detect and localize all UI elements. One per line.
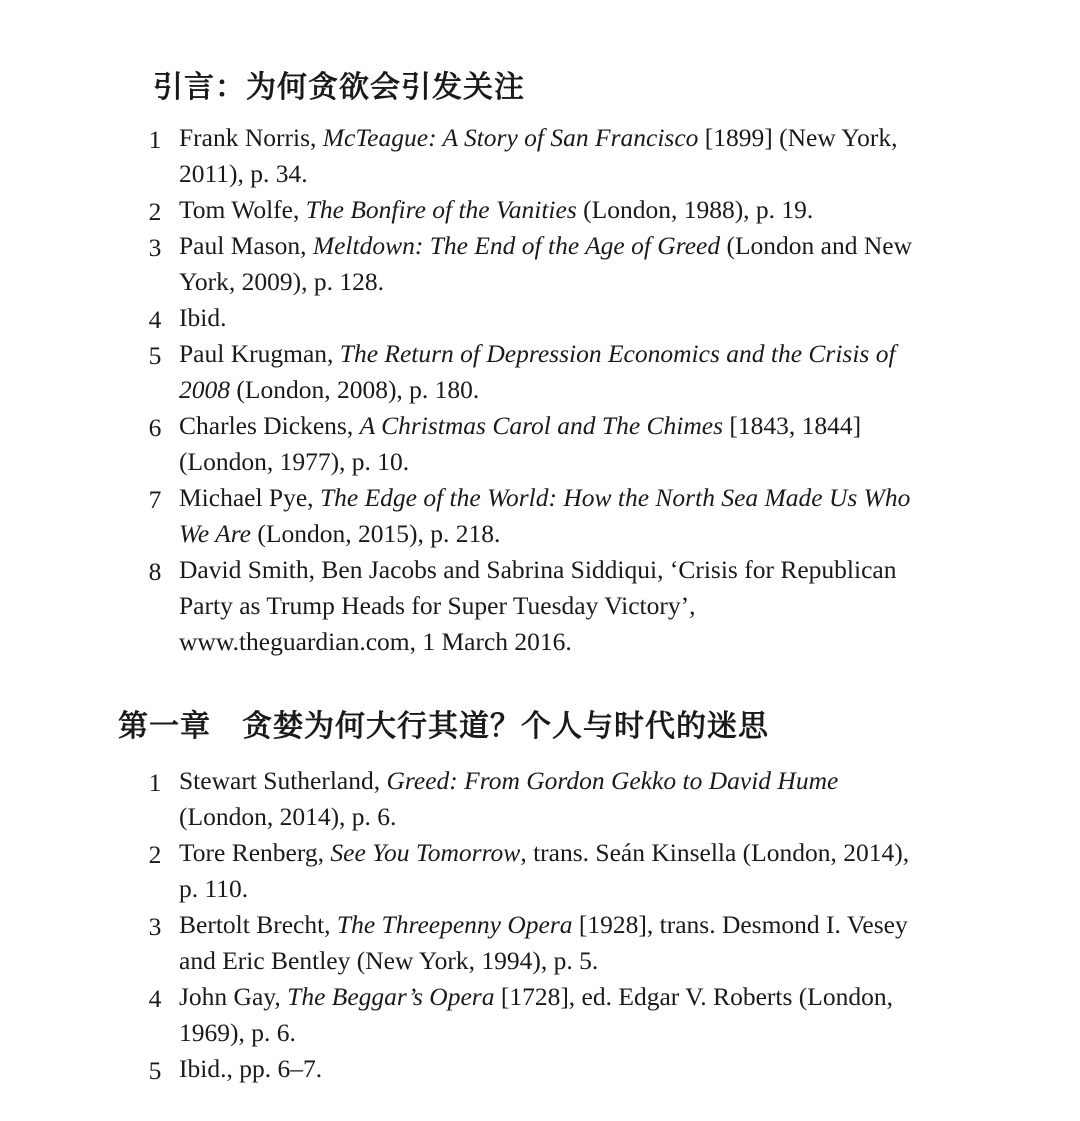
note-title: See You Tomorrow (330, 838, 521, 867)
note-number: 7 (148, 485, 162, 514)
note-title: The Return of Depression Economics and the Crisis of 2008 (179, 339, 896, 404)
note-number: 4 (148, 984, 162, 1013)
note-title: The Threepenny Opera (336, 910, 573, 939)
note-item (0, 480, 919, 552)
note-item (0, 408, 919, 480)
note-title: The Beggar’s Opera (287, 982, 495, 1011)
note-text: , trans. Seán Kinsella (London, 2014), p. 110. (179, 838, 910, 903)
note-item (0, 300, 919, 336)
note-title: The Bonfire of the Vanities (305, 195, 577, 224)
note-text: Paul Krugman, (179, 339, 340, 368)
note-text: [1899] (New York, 2011), p. 34. (179, 123, 898, 188)
note-text: Tom Wolfe, (179, 195, 306, 224)
note-number: 3 (148, 233, 162, 262)
note-item (0, 120, 919, 192)
note-text: [1728], ed. Edgar V. Roberts (London, 1969), p. 6. (179, 982, 893, 1047)
note-number: 2 (148, 840, 162, 869)
note-text: Stewart Sutherland, (179, 766, 387, 795)
note-text: [1928], trans. Desmond I. Vesey and Eric Bentley (New York, 1994), p. 5. (179, 910, 908, 975)
note-item (0, 979, 919, 1051)
note-text: Tore Renberg, (179, 838, 331, 867)
note-text: (London, 1988), p. 19. (576, 195, 814, 224)
note-item (0, 228, 919, 300)
note-number: 1 (148, 125, 162, 154)
note-text: (London, 2008), p. 180. (230, 375, 480, 404)
note-title: The Edge of the World: How the North Sea Made Us Who We Are (179, 483, 911, 548)
note-item (0, 763, 919, 835)
note-item (0, 552, 919, 660)
section-heading-chapter-1: 第一章 贪婪为何大行其道？个人与时代的迷思 (118, 709, 769, 744)
note-text: Ibid. (179, 303, 227, 332)
note-text: Michael Pye, (179, 483, 320, 512)
note-text: David Smith, Ben Jacobs and Sabrina Siddiqui, ‘Crisis for Republican Party as Trump Heads for Super Tuesday Victory’, www.theguardian.com, 1 March 2016. (179, 555, 897, 656)
section-heading-introduction: 引言：为何贪欲会引发关注 (153, 70, 525, 105)
note-number: 1 (148, 768, 162, 797)
note-text: Bertolt Brecht, (179, 910, 337, 939)
note-item (0, 835, 919, 907)
note-text: Frank Norris, (179, 123, 323, 152)
note-number: 2 (148, 197, 162, 226)
note-number: 5 (148, 341, 162, 370)
note-number: 5 (148, 1056, 162, 1085)
note-number: 6 (148, 413, 162, 442)
note-item (0, 907, 919, 979)
note-text: (London, 2015), p. 218. (251, 519, 501, 548)
note-text: (London, 2014), p. 6. (179, 802, 397, 831)
note-number: 3 (148, 912, 162, 941)
note-title: Meltdown: The End of the Age of Greed (312, 231, 721, 260)
note-text: Paul Mason, (179, 231, 313, 260)
note-text: Charles Dickens, (179, 411, 360, 440)
note-item (0, 192, 919, 228)
note-item (0, 336, 919, 408)
note-title: A Christmas Carol and The Chimes (359, 411, 724, 440)
note-item (0, 1051, 919, 1087)
note-text: Ibid., pp. 6–7. (179, 1054, 323, 1083)
note-title: McTeague: A Story of San Francisco (322, 123, 699, 152)
note-text: John Gay, (179, 982, 288, 1011)
note-text: (London and New York, 2009), p. 128. (179, 231, 913, 296)
note-text: [1843, 1844] (London, 1977), p. 10. (179, 411, 862, 476)
notes-list-chapter-1 (0, 763, 1080, 1087)
note-number: 4 (148, 305, 162, 334)
note-title: Greed: From Gordon Gekko to David Hume (386, 766, 839, 795)
note-number: 8 (148, 557, 162, 586)
notes-list-introduction (0, 120, 1080, 660)
